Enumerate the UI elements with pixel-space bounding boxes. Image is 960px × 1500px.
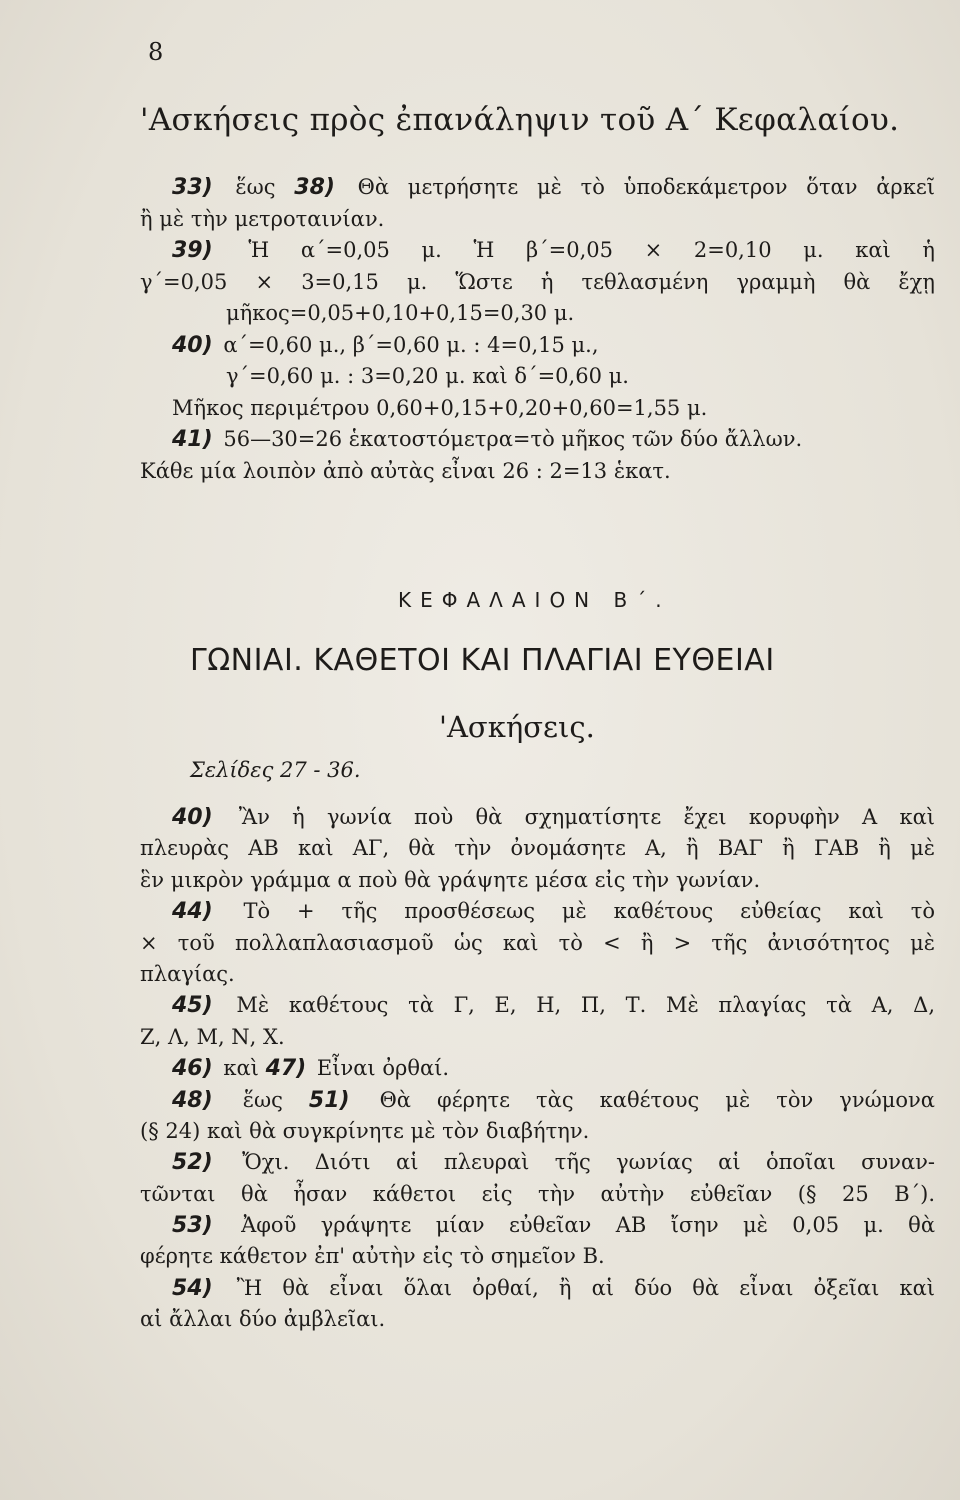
text-line xyxy=(140,865,935,896)
text-line xyxy=(140,959,935,990)
line-text: μῆκος=0,05+0,10+0,15=0,30 μ. xyxy=(226,301,575,325)
review-answers xyxy=(140,172,935,487)
line-text: Θὰ μετρήσητε μὲ τὸ ὑποδεκάμετρον ὅταν ἀρκεῖ xyxy=(338,175,935,199)
text-line xyxy=(140,1179,935,1210)
text-line xyxy=(140,456,935,488)
line-text: Εἶναι ὀρθαί. xyxy=(310,1056,450,1081)
text-line xyxy=(140,990,935,1021)
text-line xyxy=(140,833,935,864)
line-text: Ὄχι. Διότι αἱ πλευραὶ τῆς γωνίας αἱ ὁποῖαι συναν- xyxy=(216,1150,935,1175)
text-line xyxy=(140,928,935,959)
text-line xyxy=(140,204,935,236)
exercises-label: 'Ασκήσεις. xyxy=(439,710,595,744)
exercise-number: 52) xyxy=(172,1150,213,1176)
text-line xyxy=(140,393,935,425)
line-text: Ἂν ἡ γωνία ποὺ θὰ σχηματίσητε ἔχει κορυφὴν Α καὶ xyxy=(216,805,935,829)
line-text: καὶ xyxy=(216,1056,266,1081)
line-text: Ἀφοῦ γράψητε μίαν εὐθεῖαν ΑΒ ἴσην μὲ 0,05 μ. θὰ xyxy=(216,1213,935,1238)
line-text: 56—30=26 ἑκατοστόμετρα=τὸ μῆκος τῶν δύο ἄλλων. xyxy=(216,427,803,451)
exercise-number: 46) xyxy=(172,1056,213,1082)
exercise-number: 48) xyxy=(172,1087,213,1113)
text-line xyxy=(140,1116,935,1147)
line-text: ἕως xyxy=(216,175,295,199)
line-text: φέρητε κάθετον ἐπ' αὐτὴν εἰς τὸ σημεῖον Β. xyxy=(140,1244,605,1269)
text-line xyxy=(140,1022,935,1053)
text-line xyxy=(140,267,935,299)
text-line xyxy=(140,1085,935,1116)
line-text: Θὰ φέρητε τὰς καθέτους μὲ τὸν γνώμονα xyxy=(353,1087,935,1112)
line-text: × τοῦ πολλαπλασιασμοῦ ὡς καὶ τὸ < ἢ > τῆς ἀνισότητος μὲ xyxy=(140,930,935,955)
text-line xyxy=(140,1210,935,1241)
line-text: γ΄=0,60 μ. : 3=0,20 μ. καὶ δ΄=0,60 μ. xyxy=(226,364,629,388)
section-title: ΓΩΝΙΑΙ. ΚΑΘΕΤΟΙ ΚΑΙ ΠΛΑΓΙΑΙ ΕΥΘΕΙΑΙ xyxy=(190,643,775,678)
page-number: 8 xyxy=(148,38,164,66)
text-line xyxy=(140,298,935,330)
exercise-number: 39) xyxy=(172,238,213,263)
line-text: ἓν μικρὸν γράμμα α ποὺ θὰ γράψητε μέσα εἰς τὴν γωνίαν. xyxy=(140,867,761,892)
line-text: ἕως xyxy=(216,1087,309,1112)
text-line xyxy=(140,424,935,456)
exercise-number: 51) xyxy=(308,1087,350,1113)
exercise-number: 47) xyxy=(265,1056,307,1082)
line-text: τῶνται θὰ ἦσαν κάθετοι εἰς τὴν αὐτὴν εὐθεῖαν (§ 25 Β΄). xyxy=(140,1181,935,1206)
line-text: Μῆκος περιμέτρου 0,60+0,15+0,20+0,60=1,55 μ. xyxy=(172,395,708,420)
exercise-number: 33) xyxy=(172,175,213,200)
text-line xyxy=(140,802,935,833)
line-text: ἢ μὲ τὴν μετροταινίαν. xyxy=(140,206,385,231)
pages-reference: Σελίδες 27 - 36. xyxy=(190,758,361,782)
chapter-label: ΚΕΦΑΛΑΙΟΝ Β΄. xyxy=(398,588,671,612)
text-line xyxy=(140,1053,935,1084)
exercise-number: 40) xyxy=(172,805,213,830)
text-line xyxy=(140,1147,935,1178)
line-text: Ζ, Λ, Μ, Ν, Χ. xyxy=(140,1024,285,1049)
line-text: (§ 24) καὶ θὰ συγκρίνητε μὲ τὸν διαβήτην. xyxy=(140,1118,590,1143)
line-text: γ΄=0,05 × 3=0,15 μ. Ὥστε ἡ τεθλασμένη γραμμὴ θὰ ἔχῃ xyxy=(140,269,935,294)
exercise-number: 44) xyxy=(172,899,213,925)
line-text: Ἡ α΄=0,05 μ. Ἡ β΄=0,05 × 2=0,10 μ. καὶ ἡ xyxy=(216,238,935,262)
text-line xyxy=(140,361,935,393)
line-text: Κάθε μία λοιπὸν ἀπὸ αὐτὰς εἶναι 26 : 2=13 ἑκατ. xyxy=(140,458,671,483)
text-line xyxy=(140,1241,935,1272)
chapter-heading: 'Ασκήσεις πρὸς ἐπανάληψιν τοῦ Α΄ Κεφαλαίου. xyxy=(140,102,900,138)
text-line xyxy=(140,1273,935,1304)
exercise-answers xyxy=(140,802,935,1336)
text-line xyxy=(140,1304,935,1335)
line-text: αἱ ἄλλαι δύο ἀμβλεῖαι. xyxy=(140,1307,386,1332)
exercise-number: 41) xyxy=(172,427,213,452)
line-text: πλαγίας. xyxy=(140,961,235,986)
exercise-number: 45) xyxy=(172,993,213,1019)
text-line xyxy=(140,235,935,267)
line-text: πλευρὰς ΑΒ καὶ ΑΓ, θὰ τὴν ὀνομάσητε Α, ἢ ΒΑΓ ἢ ΓΑΒ ἢ μὲ xyxy=(140,836,935,861)
text-line xyxy=(140,172,935,204)
line-text: Μὲ καθέτους τὰ Γ, Ε, Η, Π, Τ. Μὲ πλαγίας τὰ Α, Δ, xyxy=(216,993,935,1018)
text-line xyxy=(140,896,935,927)
line-text: Ἢ θὰ εἶναι ὅλαι ὀρθαί, ἢ αἱ δύο θὰ εἶναι ὀξεῖαι καὶ xyxy=(216,1275,935,1300)
line-text: α΄=0,60 μ., β΄=0,60 μ. : 4=0,15 μ., xyxy=(216,332,599,357)
line-text: Τὸ + τῆς προσθέσεως μὲ καθέτους εὐθείας καὶ τὸ xyxy=(216,899,935,924)
exercise-number: 40) xyxy=(172,332,213,358)
exercise-number: 54) xyxy=(172,1275,213,1301)
text-line xyxy=(140,330,935,362)
exercise-number: 53) xyxy=(172,1213,213,1239)
exercise-number: 38) xyxy=(294,175,335,200)
